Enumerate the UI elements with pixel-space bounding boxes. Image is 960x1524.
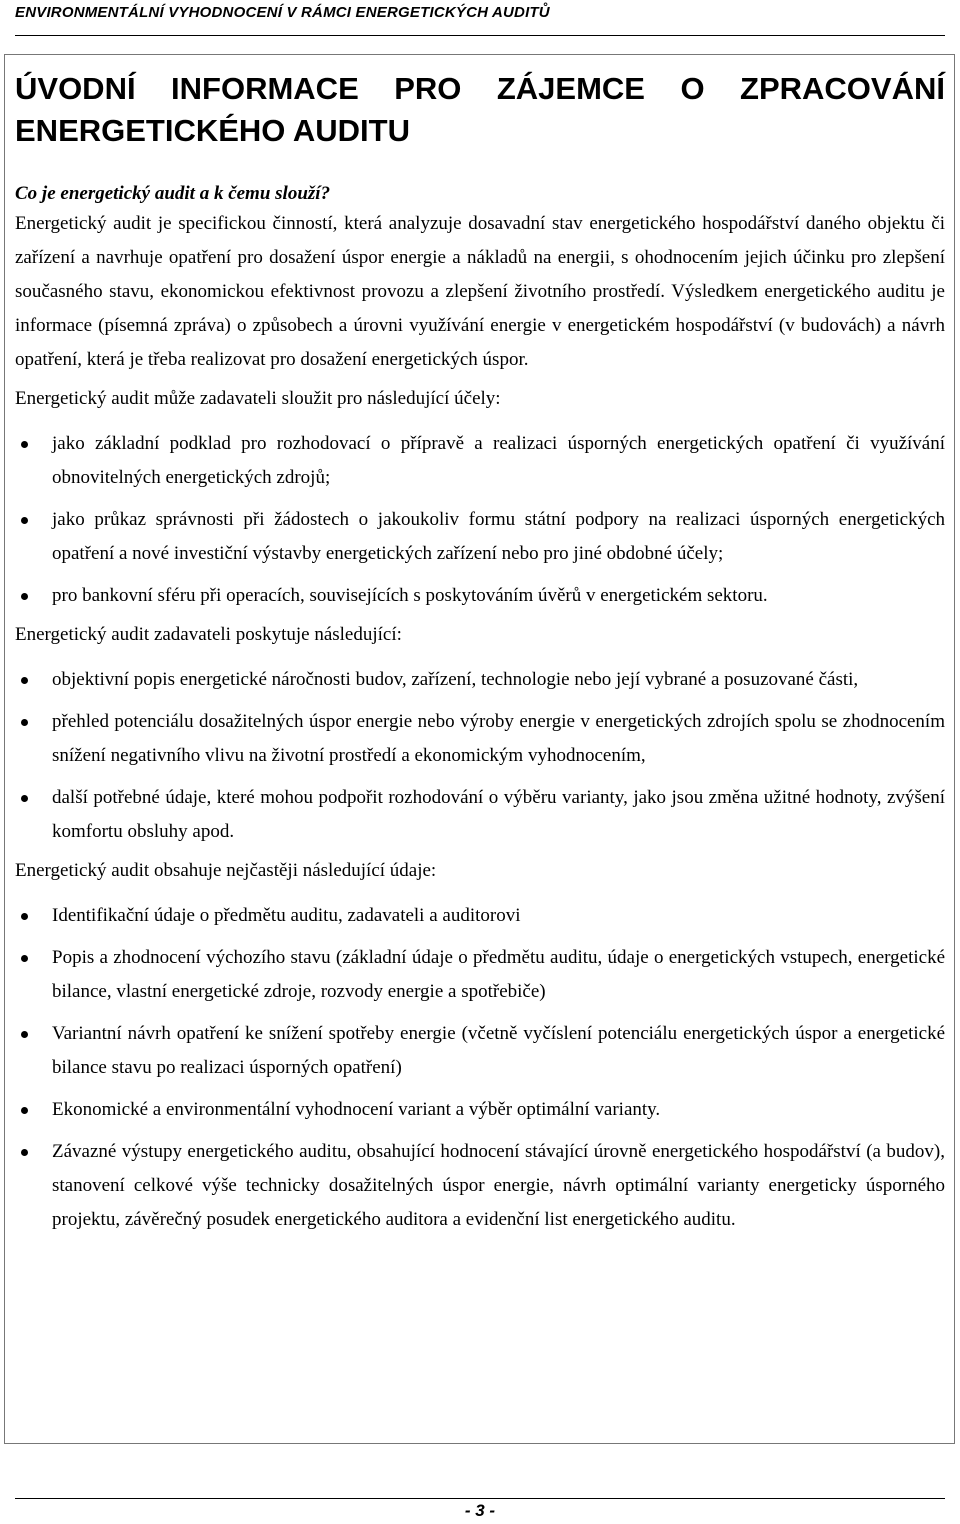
list-item: objektivní popis energetické náročnosti budov, zařízení, technologie nebo její vybrané a posuzované části,: [15, 663, 945, 697]
list-item: jako základní podklad pro rozhodovací o přípravě a realizaci úsporných energetických opatření či využívání obnovitelných energetických zdrojů;: [15, 427, 945, 495]
list-item: Identifikační údaje o předmětu auditu, zadavateli a auditorovi: [15, 899, 945, 933]
section-question: Co je energetický audit a k čemu slouží?: [15, 183, 331, 204]
purposes-list: [15, 427, 945, 613]
intro-paragraph: Energetický audit je specifickou činností, která analyzuje dosavadní stav energetického hospodářství daného objektu či zařízení a navrhuje opatření pro dosažení úspor energie a nákladů na energii, s ohodnocením jejich účinku pro zlepšení současného stavu, ekonomickou efektivnost provozu a zlepšení životního prostředí. Výsledkem energetického auditu je informace (písemná zpráva) o způsobech a úrovni využívání energie v energetickém hospodářství (v budovách) a návrh opatření, která je třeba realizovat pro dosažení energetických úspor.: [15, 213, 945, 370]
list-item: Ekonomické a environmentální vyhodnocení variant a výběr optimální varianty.: [15, 1093, 945, 1127]
list-item: pro bankovní sféru při operacích, souvisejících s poskytováním úvěrů v energetickém sektoru.: [15, 579, 945, 613]
page-title: ÚVODNÍ INFORMACE PRO ZÁJEMCE O ZPRACOVÁNÍ ENERGETICKÉHO AUDITU: [15, 71, 945, 148]
purposes-lead: Energetický audit může zadavateli sloužit pro následující účely:: [15, 388, 501, 409]
contents-lead: Energetický audit obsahuje nejčastěji následující údaje:: [15, 860, 437, 881]
contents-list: [15, 899, 945, 1237]
provides-list: [15, 663, 945, 849]
list-item: Popis a zhodnocení výchozího stavu (základní údaje o předmětu auditu, údaje o energetických vstupech, energetické bilance, vlastní energetické zdroje, rozvody energie a spotřebiče): [15, 941, 945, 1009]
running-header: ENVIRONMENTÁLNÍ VYHODNOCENÍ V RÁMCI ENERGETICKÝCH AUDITŮ: [15, 4, 550, 21]
document-body: [15, 68, 945, 1237]
page-number: - 3 -: [464, 1501, 496, 1520]
list-item: jako průkaz správnosti při žádostech o jakoukoliv formu státní podpory na realizaci úsporných energetických opatření a nové investiční výstavby energetických zařízení nebo pro jiné obdobné účely;: [15, 503, 945, 571]
list-item: přehled potenciálu dosažitelných úspor energie nebo výroby energie v energetických zdrojích spolu se zhodnocením snížení negativního vlivu na životní prostředí a ekonomickým vyhodnocením,: [15, 705, 945, 773]
header-rule: [15, 35, 945, 36]
list-item: Závazné výstupy energetického auditu, obsahující hodnocení stávající úrovně energetického hospodářství (a budov), stanovení celkové výše technicky dosažitelných úspor energie, návrh optimální varianty energeticky úsporného projektu, závěrečný posudek energetického auditora a evidenční list energetického auditu.: [15, 1135, 945, 1237]
list-item: Variantní návrh opatření ke snížení spotřeby energie (včetně vyčíslení potenciálu energetických úspor a energetické bilance stavu po realizaci úsporných opatření): [15, 1017, 945, 1085]
list-item: další potřebné údaje, které mohou podpořit rozhodování o výběru varianty, jako jsou změna užitné hodnoty, zvýšení komfortu obsluhy apod.: [15, 781, 945, 849]
footer-rule: [15, 1498, 945, 1499]
provides-lead: Energetický audit zadavateli poskytuje následující:: [15, 624, 402, 645]
